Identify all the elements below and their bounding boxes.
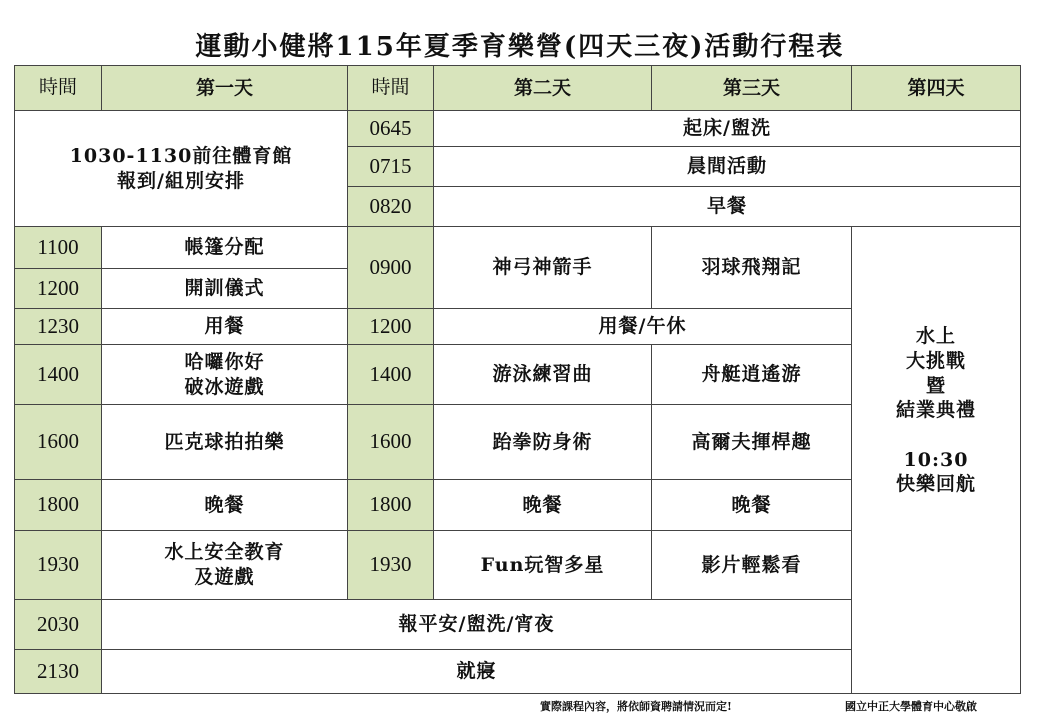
icebreak-line: 哈囉你好 — [184, 350, 265, 373]
time-cell: 1930 — [15, 531, 102, 600]
time-cell: 1400 — [15, 345, 102, 405]
tent-assign-cell: 帳篷分配 — [102, 227, 348, 269]
header-time-1: 時間 — [15, 66, 102, 111]
time-cell: 1100 — [15, 227, 102, 269]
day4-line: 水上 — [915, 325, 956, 348]
footer-organizer: 國立中正大學體育中心敬啟 — [845, 700, 977, 713]
footer-note: 實際課程內容，將依師資聘請情況而定! — [540, 700, 732, 713]
day4-line: 10:30 — [903, 448, 969, 471]
day4-spacer — [852, 571, 1020, 596]
dinner-cell: 晚餐 — [652, 480, 852, 531]
checkin-group-text: 報到/組別安排 — [117, 169, 245, 192]
evening-routine-cell: 報平安/盥洗/宵夜 — [102, 600, 852, 650]
archery-cell: 神弓神箭手 — [434, 227, 652, 309]
time-cell: 1800 — [15, 480, 102, 531]
movie-cell: 影片輕鬆看 — [652, 531, 852, 600]
morning-activity-cell: 晨間活動 — [434, 147, 1021, 187]
swimming-cell: 游泳練習曲 — [434, 345, 652, 405]
taekwondo-cell: 跆拳防身術 — [434, 405, 652, 480]
time-cell: 2030 — [15, 600, 102, 650]
water-safety-line: 及遊戲 — [194, 566, 255, 588]
icebreak-line: 破冰遊戲 — [184, 375, 265, 398]
day4-spacer — [852, 497, 1020, 522]
meal-cell: 用餐 — [102, 309, 348, 345]
time-cell: 1200 — [15, 269, 102, 309]
breakfast-cell: 早餐 — [434, 187, 1021, 227]
day4-line: 快樂回航 — [895, 473, 976, 496]
water-safety-line: 水上安全教育 — [164, 541, 285, 564]
time-cell: 0715 — [348, 147, 434, 187]
header-day-1: 第一天 — [102, 66, 348, 111]
time-cell: 0645 — [348, 111, 434, 147]
dinner-cell: 晚餐 — [434, 480, 652, 531]
day1-checkin-cell — [15, 111, 348, 227]
header-day-4: 第四天 — [852, 66, 1021, 111]
time-cell: 1400 — [348, 345, 434, 405]
icebreak-cell — [102, 345, 348, 405]
time-cell: 2130 — [15, 650, 102, 694]
day4-line: 暨 — [925, 374, 946, 397]
kayak-cell: 舟艇逍遙游 — [652, 345, 852, 405]
day4-spacer — [852, 522, 1020, 547]
table-row — [15, 111, 1021, 147]
checkin-time-text: 1030-1130前往體育館 — [69, 144, 293, 167]
lunch-rest-cell: 用餐/午休 — [434, 309, 852, 345]
time-cell: 1930 — [348, 531, 434, 600]
wake-up-cell: 起床/盥洗 — [434, 111, 1021, 147]
header-row — [15, 66, 1021, 111]
header-time-2: 時間 — [348, 66, 434, 111]
time-cell: 1200 — [348, 309, 434, 345]
time-cell: 0820 — [348, 187, 434, 227]
badminton-cell: 羽球飛翔記 — [652, 227, 852, 309]
day4-spacer — [852, 423, 1020, 448]
golf-cell: 高爾夫揮桿趣 — [652, 405, 852, 480]
day4-cell — [852, 227, 1021, 694]
time-cell: 1800 — [348, 480, 434, 531]
water-safety-cell — [102, 531, 348, 600]
header-day-2: 第二天 — [434, 66, 652, 111]
fun-quiz-cell: Fun玩智多星 — [434, 531, 652, 600]
opening-ceremony-cell: 開訓儀式 — [102, 269, 348, 309]
time-cell: 0900 — [348, 227, 434, 309]
sleep-cell: 就寢 — [102, 650, 852, 694]
time-cell: 1600 — [15, 405, 102, 480]
time-cell: 1230 — [15, 309, 102, 345]
day4-line: 大挑戰 — [905, 349, 966, 372]
pickleball-cell: 匹克球拍拍樂 — [102, 405, 348, 480]
day4-spacer — [852, 546, 1020, 571]
page-title: 運動小健將115年夏季育樂營(四天三夜)活動行程表 — [195, 32, 845, 62]
dinner-cell: 晚餐 — [102, 480, 348, 531]
table-row — [15, 227, 1021, 269]
header-day-3: 第三天 — [652, 66, 852, 111]
schedule-table — [14, 65, 1021, 694]
time-cell: 1600 — [348, 405, 434, 480]
day4-line: 結業典禮 — [895, 399, 976, 422]
